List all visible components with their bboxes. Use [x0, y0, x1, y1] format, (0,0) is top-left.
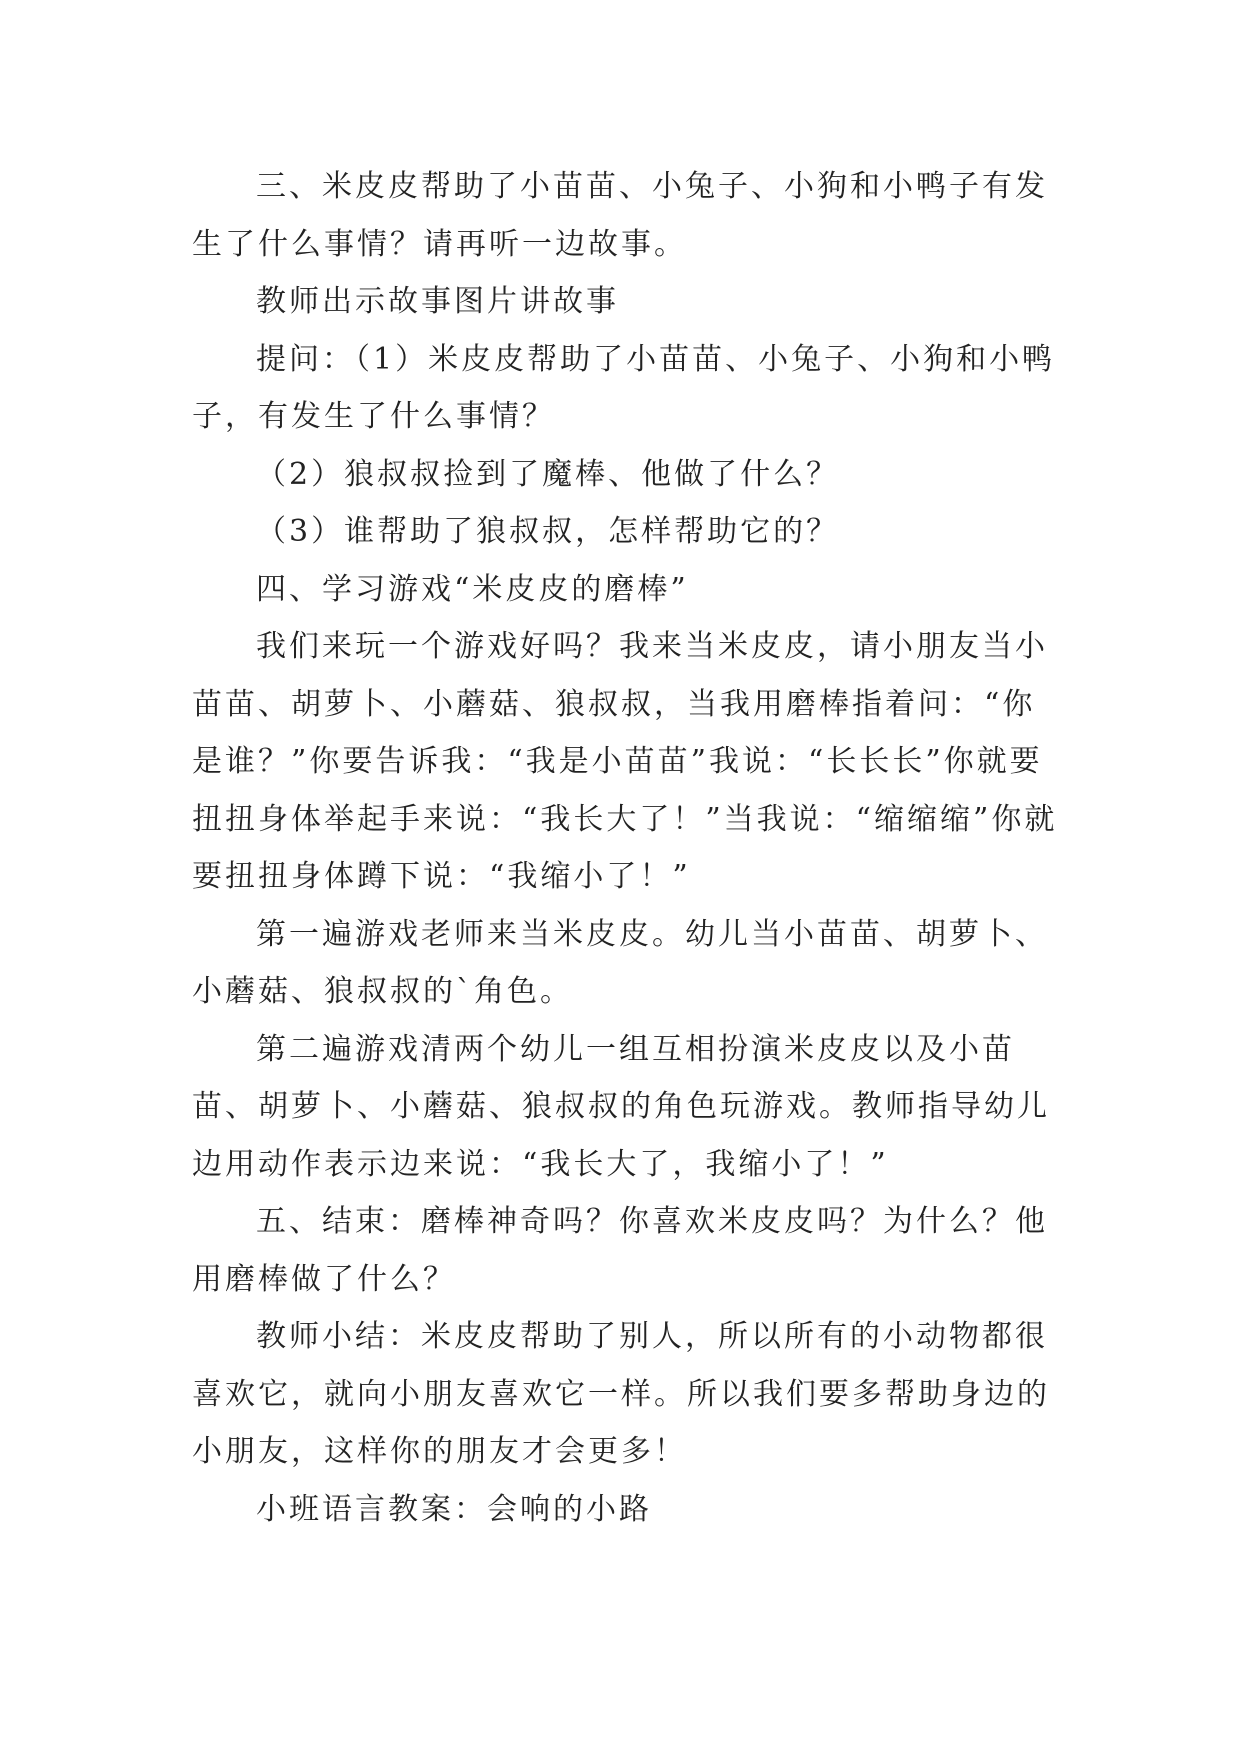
- paragraph-section-three: 三、米皮皮帮助了小苗苗、小兔子、小狗和小鸭子有发生了什么事情？请再听一边故事。: [192, 169, 1048, 262]
- paragraph-next-lesson-title: 小班语言教案：会响的小路: [256, 1491, 652, 1527]
- document-body: [192, 158, 1067, 1538]
- paragraph-teacher-story: 教师出示故事图片讲故事: [256, 284, 619, 319]
- paragraph-question-3: （3）谁帮助了狼叔叔，怎样帮助它的？: [256, 514, 840, 549]
- paragraph-question-1: 提问：（1）米皮皮帮助了小苗苗、小兔子、小狗和小鸭子，有发生了什么事情？: [192, 341, 1056, 434]
- paragraph-second-round: 第二遍游戏清两个幼儿一组互相扮演米皮皮以及小苗苗、胡萝卜、小蘑菇、狼叔叔的角色玩游戏。教师指导幼儿边用动作表示边来说：“我长大了，我缩小了！”: [192, 1031, 1050, 1182]
- paragraph-section-five: 五、结束：磨棒神奇吗？你喜欢米皮皮吗？为什么？他用磨棒做了什么？: [192, 1204, 1048, 1297]
- paragraph-section-four: 四、学习游戏“米皮皮的磨棒”: [256, 571, 689, 607]
- paragraph-game-rules: 我们来玩一个游戏好吗？我来当米皮皮，请小朋友当小苗苗、胡萝卜、小蘑菇、狼叔叔，当我用磨棒指着问：“你是谁？”你要告诉我：“我是小苗苗”我说：“长长长”你就要扭扭身体举起手来说：“我长大了！”当我说：“缩缩缩”你就要扭扭身体蹲下说：“我缩小了！”: [192, 629, 1058, 894]
- paragraph-teacher-summary: 教师小结：米皮皮帮助了别人，所以所有的小动物都很喜欢它，就向小朋友喜欢它一样。所以我们要多帮助身边的小朋友，这样你的朋友才会更多！: [192, 1319, 1050, 1469]
- paragraph-question-2: （2）狼叔叔捡到了魔棒、他做了什么？: [256, 456, 840, 492]
- paragraph-first-round: 第一遍游戏老师来当米皮皮。幼儿当小苗苗、胡萝卜、小蘑菇、狼叔叔的`角色。: [192, 916, 1048, 1009]
